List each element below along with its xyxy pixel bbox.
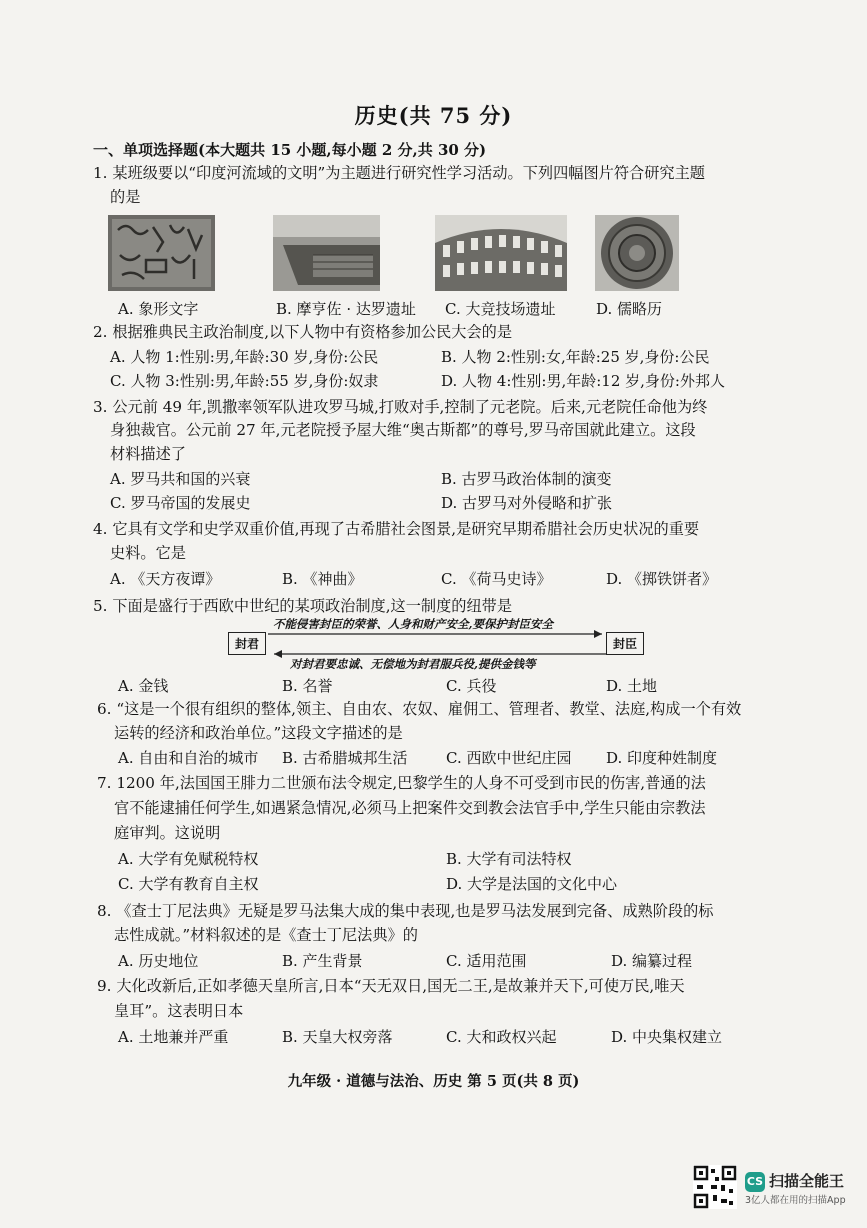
q7-stem-line3: 庭审判。这说明 (114, 824, 221, 842)
q5-stem: 5. 下面是盛行于西欧中世纪的某项政治制度,这一制度的纽带是 (93, 597, 513, 615)
q8-stem-line2: 志性成就。”材料叙述的是《查士丁尼法典》的 (114, 926, 418, 944)
page-footer: 九年级 · 道德与法治、历史 第 5 页(共 8 页) (287, 1073, 580, 1090)
brand-tagline: 3亿人都在用的扫描App (745, 1194, 846, 1206)
q1-stem-line2: 的是 (110, 188, 141, 206)
lord-obligation-label: 不能侵害封臣的荣誉、人身和财产安全,要保护封臣安全 (273, 617, 554, 631)
q8-option-a: A. 历史地位 (118, 952, 199, 970)
qr-code-icon (693, 1165, 737, 1213)
q7-stem-line1: 7. 1200 年,法国国王腓力二世颁布法令规定,巴黎学生的人身不可受到市民的伤害,普通的法 (97, 774, 706, 792)
q2-option-b: B. 人物 2:性别:女,年龄:25 岁,身份:公民 (441, 348, 710, 366)
q9-option-d: D. 中央集权建立 (611, 1028, 723, 1046)
q3-stem-line2: 身独裁官。公元前 27 年,元老院授予屋大维“奥古斯都”的尊号,罗马帝国就此建立。这段 (110, 421, 696, 439)
q9-stem-line2: 皇耳”。这表明日本 (114, 1002, 244, 1020)
q4-option-b: B. 《神曲》 (282, 570, 363, 588)
vassal-box: 封臣 (606, 632, 644, 655)
vassal-obligation-label: 对封君要忠诚、无偿地为封君服兵役,提供金钱等 (290, 657, 536, 671)
feudal-diagram (228, 617, 648, 671)
q4-option-d: D. 《掷铁饼者》 (606, 570, 718, 588)
calendar-stone-image (595, 215, 679, 291)
q4-option-a: A. 《天方夜谭》 (110, 570, 221, 588)
q7-option-a: A. 大学有免赋税特权 (118, 850, 259, 868)
page-title: 历史(共 75 分) (354, 103, 513, 128)
q3-stem-line3: 材料描述了 (110, 445, 186, 463)
q6-stem-line2: 运转的经济和政治单位。”这段文字描述的是 (114, 724, 403, 742)
brand-name: 扫描全能王 (769, 1172, 845, 1190)
q1-option-d: D. 儒略历 (596, 300, 663, 318)
q4-stem-line2: 史料。它是 (110, 544, 186, 562)
q6-option-c: C. 西欧中世纪庄园 (446, 749, 572, 767)
q3-option-c: C. 罗马帝国的发展史 (110, 494, 251, 512)
q8-option-c: C. 适用范围 (446, 952, 527, 970)
q1-stem-line1: 1. 某班级要以“印度河流域的文明”为主题进行研究性学习活动。下列四幅图片符合研究主题 (93, 164, 705, 182)
q2-option-c: C. 人物 3:性别:男,年龄:55 岁,身份:奴隶 (110, 372, 379, 390)
q4-stem-line1: 4. 它具有文学和史学双重价值,再现了古希腊社会图景,是研究早期希腊社会历史状况的重要 (93, 520, 700, 538)
q3-option-d: D. 古罗马对外侵略和扩张 (441, 494, 613, 512)
q2-option-a: A. 人物 1:性别:男,年龄:30 岁,身份:公民 (110, 348, 379, 366)
q5-option-c: C. 兵役 (446, 677, 497, 695)
q9-stem-line1: 9. 大化改新后,正如孝德天皇所言,日本“天无双日,国无二王,是故兼并天下,可使万民,唯天 (97, 977, 685, 995)
q7-option-c: C. 大学有教育自主权 (118, 875, 259, 893)
q6-option-b: B. 古希腊城邦生活 (282, 749, 408, 767)
lord-box: 封君 (228, 632, 266, 655)
q3-option-b: B. 古罗马政治体制的演变 (441, 470, 612, 488)
q6-stem-line1: 6. “这是一个很有组织的整体,领主、自由农、农奴、雇佣工、管理者、教堂、法庭,构成一个有效 (97, 700, 742, 718)
q5-option-d: D. 土地 (606, 677, 658, 695)
q6-option-d: D. 印度种姓制度 (606, 749, 718, 767)
q7-stem-line2: 官不能逮捕任何学生,如遇紧急情况,必须马上把案件交到教会法官手中,学生只能由宗教法 (114, 799, 706, 817)
q1-option-b: B. 摩亨佐 · 达罗遗址 (276, 300, 416, 318)
camscanner-logo-icon: CS (745, 1172, 765, 1192)
q8-option-b: B. 产生背景 (282, 952, 363, 970)
section-heading: 一、单项选择题(本大题共 15 小题,每小题 2 分,共 30 分) (93, 141, 487, 159)
hieroglyph-image (108, 215, 215, 291)
q7-option-d: D. 大学是法国的文化中心 (446, 875, 618, 893)
mohenjo-daro-image (273, 215, 380, 291)
q1-option-c: C. 大竞技场遗址 (445, 300, 556, 318)
q7-option-b: B. 大学有司法特权 (446, 850, 572, 868)
q9-option-a: A. 土地兼并严重 (118, 1028, 229, 1046)
q3-stem-line1: 3. 公元前 49 年,凯撒率领军队进攻罗马城,打败对手,控制了元老院。后来,元老院任命他为终 (93, 398, 708, 416)
q6-option-a: A. 自由和自治的城市 (118, 749, 259, 767)
q1-option-a: A. 象形文字 (118, 300, 199, 318)
q4-option-c: C. 《荷马史诗》 (441, 570, 552, 588)
colosseum-image (435, 215, 567, 291)
q9-option-c: C. 大和政权兴起 (446, 1028, 557, 1046)
q3-option-a: A. 罗马共和国的兴衰 (110, 470, 251, 488)
q8-stem-line1: 8. 《查士丁尼法典》无疑是罗马法集大成的集中表现,也是罗马法发展到完备、成熟阶段的标 (97, 902, 714, 920)
q2-stem: 2. 根据雅典民主政治制度,以下人物中有资格参加公民大会的是 (93, 323, 513, 341)
q8-option-d: D. 编纂过程 (611, 952, 693, 970)
q5-option-b: B. 名誉 (282, 677, 333, 695)
q2-option-d: D. 人物 4:性别:男,年龄:12 岁,身份:外邦人 (441, 372, 725, 390)
q9-option-b: B. 天皇大权旁落 (282, 1028, 393, 1046)
q5-option-a: A. 金钱 (118, 677, 169, 695)
scanner-brand (745, 1170, 846, 1206)
